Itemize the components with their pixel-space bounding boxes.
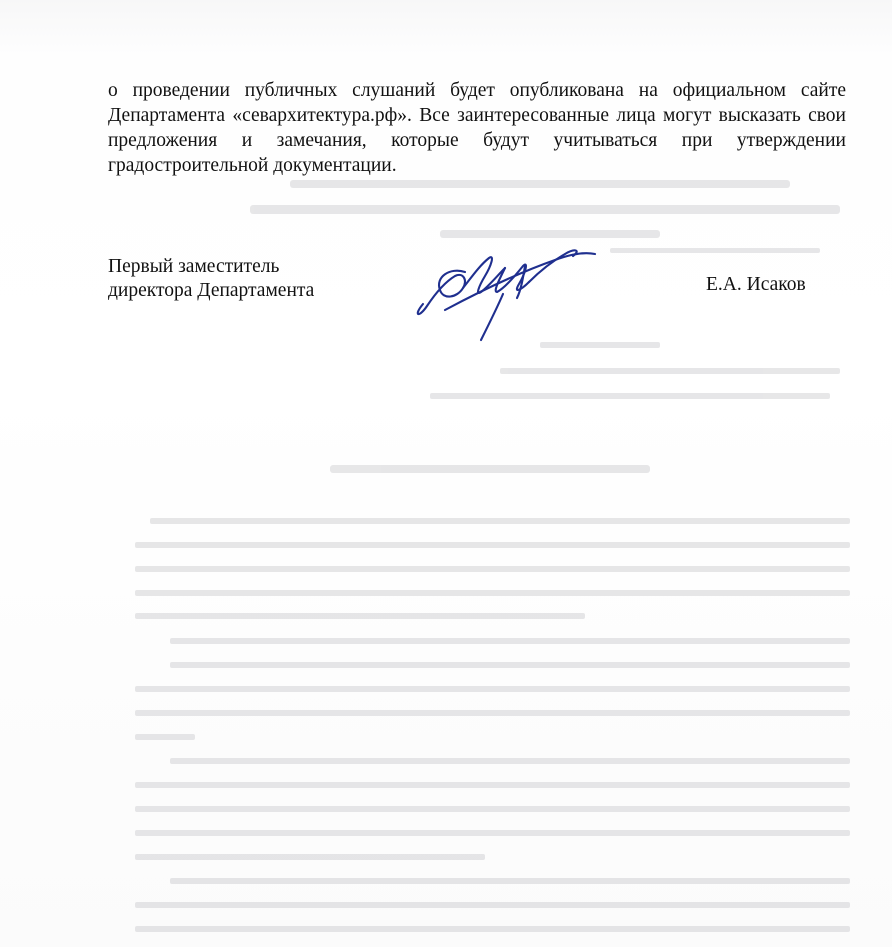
signatory-title-line1: Первый заместитель xyxy=(108,256,280,277)
signatory-name: Е.А. Исаков xyxy=(706,274,806,295)
handwritten-signature xyxy=(405,232,605,352)
signatory-title xyxy=(108,255,314,303)
body-paragraph: о проведении публичных слушаний будет опубликована на официальном сайте Департамента «севархитектура.рф». Все заинтересованные лица могут высказать свои предложения и замечания, которые будут учитываться при утверждении градостроительной документации. xyxy=(108,80,846,176)
signatory-title-line2: директора Департамента xyxy=(108,280,315,301)
